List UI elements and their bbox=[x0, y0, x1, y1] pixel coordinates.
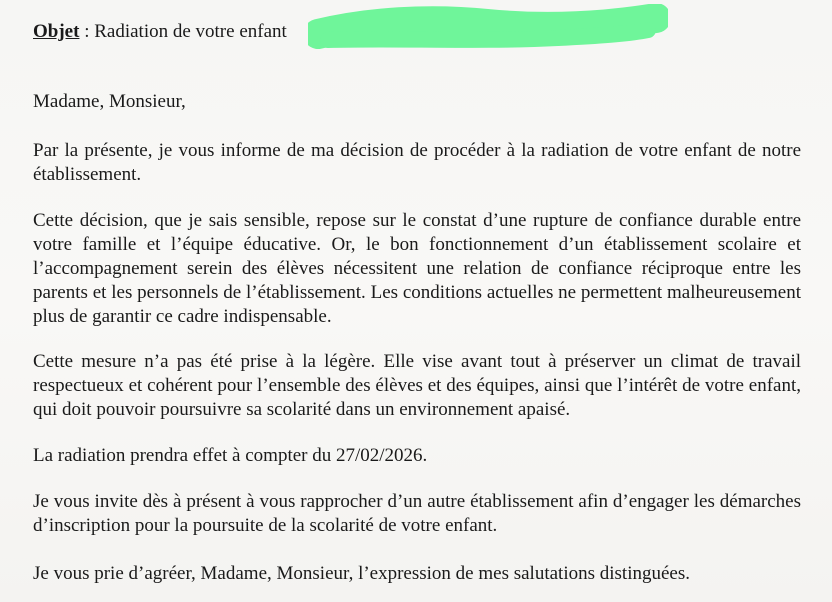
subject-label: Objet bbox=[33, 21, 80, 42]
paragraph-measure: Cette mesure n’a pas été prise à la légère. Elle vise avant tout à préserver un climat de travail respectueux et cohérent pour l’ensemble des élèves et des équipes, ainsi que l’intérêt de votre enfant, qui doit pouvoir poursuivre sa scolarité dans un environnement apaisé. bbox=[33, 351, 801, 420]
redaction-marker bbox=[308, 4, 668, 50]
subject-line bbox=[33, 18, 287, 46]
paragraph-reason: Cette décision, que je sais sensible, repose sur le constat d’une rupture de confiance durable entre votre famille et l’équipe éducative. Or, le bon fonctionnement d’un établissement scolaire et l’accompagnement serein des élèves nécessitent une relation de confiance réciproque entre les parents et les personnels de l’établissement. Les conditions actuelles ne permettent malheureusement plus de garantir ce cadre indispensable. bbox=[33, 210, 801, 327]
paragraph-closing: Je vous prie d’agréer, Madame, Monsieur, l’expression de mes salutations distinguées. bbox=[33, 563, 690, 584]
paragraph-invitation: Je vous invite dès à présent à vous rapprocher d’un autre établissement afin d’engager les démarches d’inscription pour la poursuite de la scolarité de votre enfant. bbox=[33, 491, 801, 536]
subject-text: : Radiation de votre enfant bbox=[79, 21, 287, 42]
greeting: Madame, Monsieur, bbox=[33, 91, 186, 112]
paragraph-effective-date: La radiation prendra effet à compter du 27/02/2026. bbox=[33, 445, 428, 466]
paragraph-decision: Par la présente, je vous informe de ma décision de procéder à la radiation de votre enfant de notre établissement. bbox=[33, 140, 801, 185]
